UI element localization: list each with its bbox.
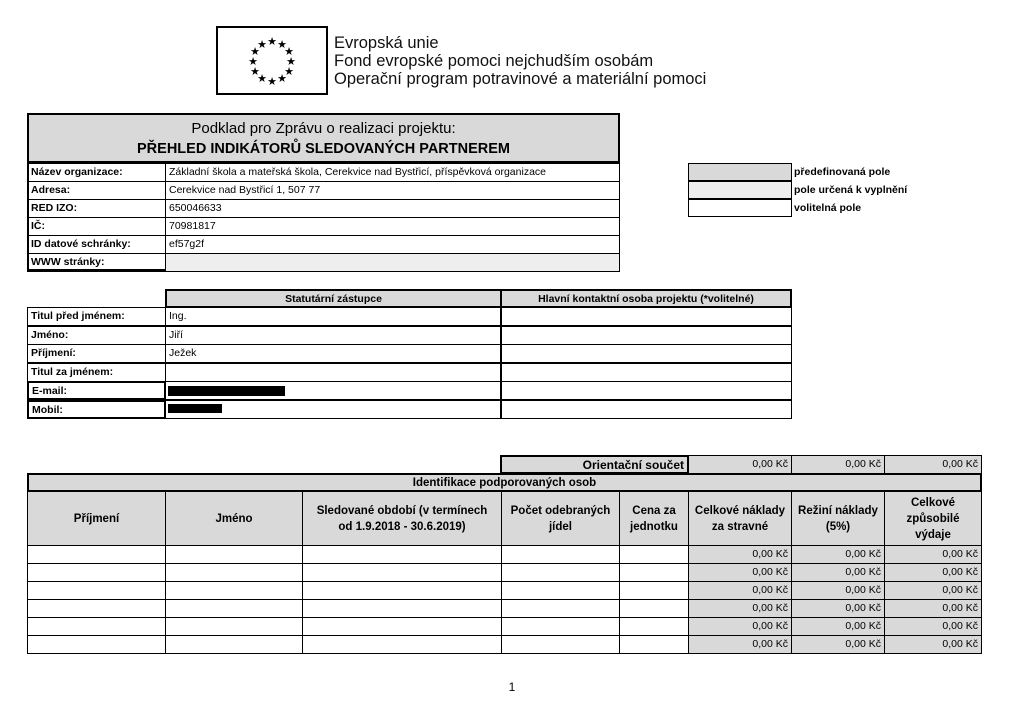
person-input-cell[interactable] <box>27 635 166 654</box>
statutar-value[interactable] <box>165 363 502 382</box>
org-value[interactable] <box>165 253 620 272</box>
row-overhead: 0,00 Kč <box>791 545 885 564</box>
row-eligible: 0,00 Kč <box>884 581 982 600</box>
statutar-value[interactable]: Ing. <box>165 307 502 326</box>
person-input-cell[interactable] <box>501 599 620 618</box>
org-label: Název organizace: <box>27 163 166 182</box>
org-label: RED IZO: <box>27 199 166 218</box>
person-input-cell[interactable] <box>501 617 620 636</box>
org-label: Adresa: <box>27 181 166 200</box>
person-input-cell[interactable] <box>27 599 166 618</box>
legend-label-optional: volitelná pole <box>794 202 862 214</box>
col-header-period: Sledované období (v termínech od 1.9.2018 - 30.6.2019) <box>302 491 502 546</box>
legend-label-fill: pole určená k vyplnění <box>794 184 908 196</box>
eu-flag-logo <box>216 26 328 95</box>
person-input-cell[interactable] <box>27 617 166 636</box>
svg-text:★: ★ <box>286 55 296 68</box>
legend-label-predefined: předefinovaná pole <box>794 166 891 178</box>
col-header-meals: Počet odebraných jídel <box>501 491 620 546</box>
person-input-cell[interactable] <box>165 635 303 654</box>
person-input-cell[interactable] <box>619 563 689 582</box>
org-label: WWW stránky: <box>27 253 166 272</box>
row-eligible: 0,00 Kč <box>884 617 982 636</box>
person-input-cell[interactable] <box>501 545 620 564</box>
contact-label: Titul za jménem: <box>27 363 166 382</box>
contact-label: Titul před jménem: <box>27 307 166 326</box>
redacted-email <box>168 386 285 396</box>
legend-swatch-optional <box>688 199 792 217</box>
row-eligible: 0,00 Kč <box>884 599 982 618</box>
org-label: IČ: <box>27 217 166 236</box>
person-input-cell[interactable] <box>302 581 502 600</box>
person-input-cell[interactable] <box>165 563 303 582</box>
person-input-cell[interactable] <box>619 635 689 654</box>
org-label: ID datové schránky: <box>27 235 166 254</box>
person-input-cell[interactable] <box>302 545 502 564</box>
redacted-mobile <box>168 404 222 413</box>
contacts-header-statutar: Statutární zástupce <box>165 289 502 308</box>
person-input-cell[interactable] <box>619 617 689 636</box>
svg-text:★: ★ <box>248 55 258 68</box>
persons-title: Identifikace podporovaných osob <box>27 473 982 492</box>
person-input-cell[interactable] <box>619 581 689 600</box>
document-title <box>27 113 620 163</box>
col-header-surname: Příjmení <box>27 491 166 546</box>
svg-text:★: ★ <box>277 38 287 51</box>
row-meal-costs: 0,00 Kč <box>688 581 792 600</box>
page-number: 1 <box>508 680 516 694</box>
row-overhead: 0,00 Kč <box>791 581 885 600</box>
row-meal-costs: 0,00 Kč <box>688 635 792 654</box>
row-overhead: 0,00 Kč <box>791 635 885 654</box>
totals-overhead: 0,00 Kč <box>791 455 885 474</box>
col-header-unit-price: Cena za jednotku <box>619 491 689 546</box>
person-input-cell[interactable] <box>501 563 620 582</box>
contact-value[interactable] <box>500 363 792 382</box>
eu-line-1: Evropská unie <box>334 34 439 52</box>
person-input-cell[interactable] <box>501 581 620 600</box>
contacts-header-contact: Hlavní kontaktní osoba projektu (*volitelné) <box>500 289 792 308</box>
contact-label: Jméno: <box>27 326 166 345</box>
eu-line-2: Fond evropské pomoci nejchudším osobám <box>334 52 654 70</box>
contact-label: E-mail: <box>27 381 166 400</box>
contact-value[interactable] <box>500 400 792 419</box>
person-input-cell[interactable] <box>302 563 502 582</box>
row-meal-costs: 0,00 Kč <box>688 545 792 564</box>
person-input-cell[interactable] <box>165 545 303 564</box>
svg-text:★: ★ <box>250 65 260 78</box>
org-value[interactable]: ef57g2f <box>165 235 620 254</box>
title-line-2: PŘEHLED INDIKÁTORŮ SLEDOVANÝCH PARTNEREM <box>137 141 510 157</box>
contact-label: Mobil: <box>27 400 166 419</box>
person-input-cell[interactable] <box>27 581 166 600</box>
col-header-eligible: Celkové způsobilé výdaje <box>884 491 982 546</box>
legend-swatch-fill <box>688 181 792 199</box>
svg-text:★: ★ <box>284 45 294 58</box>
person-input-cell[interactable] <box>165 617 303 636</box>
person-input-cell[interactable] <box>27 545 166 564</box>
org-value[interactable]: Základní škola a mateřská škola, Cerekvice nad Bystřicí, příspěvková organizace <box>165 163 620 182</box>
title-line-1: Podklad pro Zprávu o realizaci projektu: <box>191 120 456 137</box>
col-header-name: Jméno <box>165 491 303 546</box>
person-input-cell[interactable] <box>619 545 689 564</box>
contact-value[interactable] <box>500 326 792 345</box>
org-value[interactable]: Cerekvice nad Bystřicí 1, 507 77 <box>165 181 620 200</box>
totals-meal-costs: 0,00 Kč <box>688 455 792 474</box>
row-meal-costs: 0,00 Kč <box>688 617 792 636</box>
svg-text:★: ★ <box>250 45 260 58</box>
row-meal-costs: 0,00 Kč <box>688 563 792 582</box>
svg-text:★: ★ <box>257 38 267 51</box>
svg-text:★: ★ <box>267 75 277 88</box>
person-input-cell[interactable] <box>302 617 502 636</box>
svg-text:★: ★ <box>257 72 267 85</box>
contact-label: Příjmení: <box>27 344 166 363</box>
person-input-cell[interactable] <box>619 599 689 618</box>
row-meal-costs: 0,00 Kč <box>688 599 792 618</box>
person-input-cell[interactable] <box>165 581 303 600</box>
row-eligible: 0,00 Kč <box>884 545 982 564</box>
contact-value[interactable] <box>500 307 792 326</box>
row-overhead: 0,00 Kč <box>791 563 885 582</box>
legend-swatch-predefined <box>688 163 792 181</box>
col-header-meal-costs: Celkové náklady za stravné <box>688 491 792 546</box>
svg-text:★: ★ <box>267 35 277 48</box>
svg-text:★: ★ <box>277 72 287 85</box>
person-input-cell[interactable] <box>302 599 502 618</box>
contact-value[interactable] <box>500 381 792 400</box>
row-overhead: 0,00 Kč <box>791 599 885 618</box>
row-eligible: 0,00 Kč <box>884 635 982 654</box>
person-input-cell[interactable] <box>165 599 303 618</box>
row-overhead: 0,00 Kč <box>791 617 885 636</box>
person-input-cell[interactable] <box>302 635 502 654</box>
row-eligible: 0,00 Kč <box>884 563 982 582</box>
svg-text:★: ★ <box>284 65 294 78</box>
person-input-cell[interactable] <box>27 563 166 582</box>
totals-label: Orientační součet <box>500 455 689 474</box>
statutar-value[interactable]: Jiří <box>165 326 502 345</box>
person-input-cell[interactable] <box>501 635 620 654</box>
eu-line-3: Operační program potravinové a materiální pomoci <box>334 70 707 88</box>
statutar-value[interactable]: Ježek <box>165 344 502 363</box>
col-header-overhead: Režiní náklady (5%) <box>791 491 885 546</box>
org-value[interactable]: 70981817 <box>165 217 620 236</box>
contact-value[interactable] <box>500 344 792 363</box>
totals-eligible: 0,00 Kč <box>884 455 982 474</box>
org-value[interactable]: 650046633 <box>165 199 620 218</box>
eu-stars-icon <box>218 28 326 93</box>
